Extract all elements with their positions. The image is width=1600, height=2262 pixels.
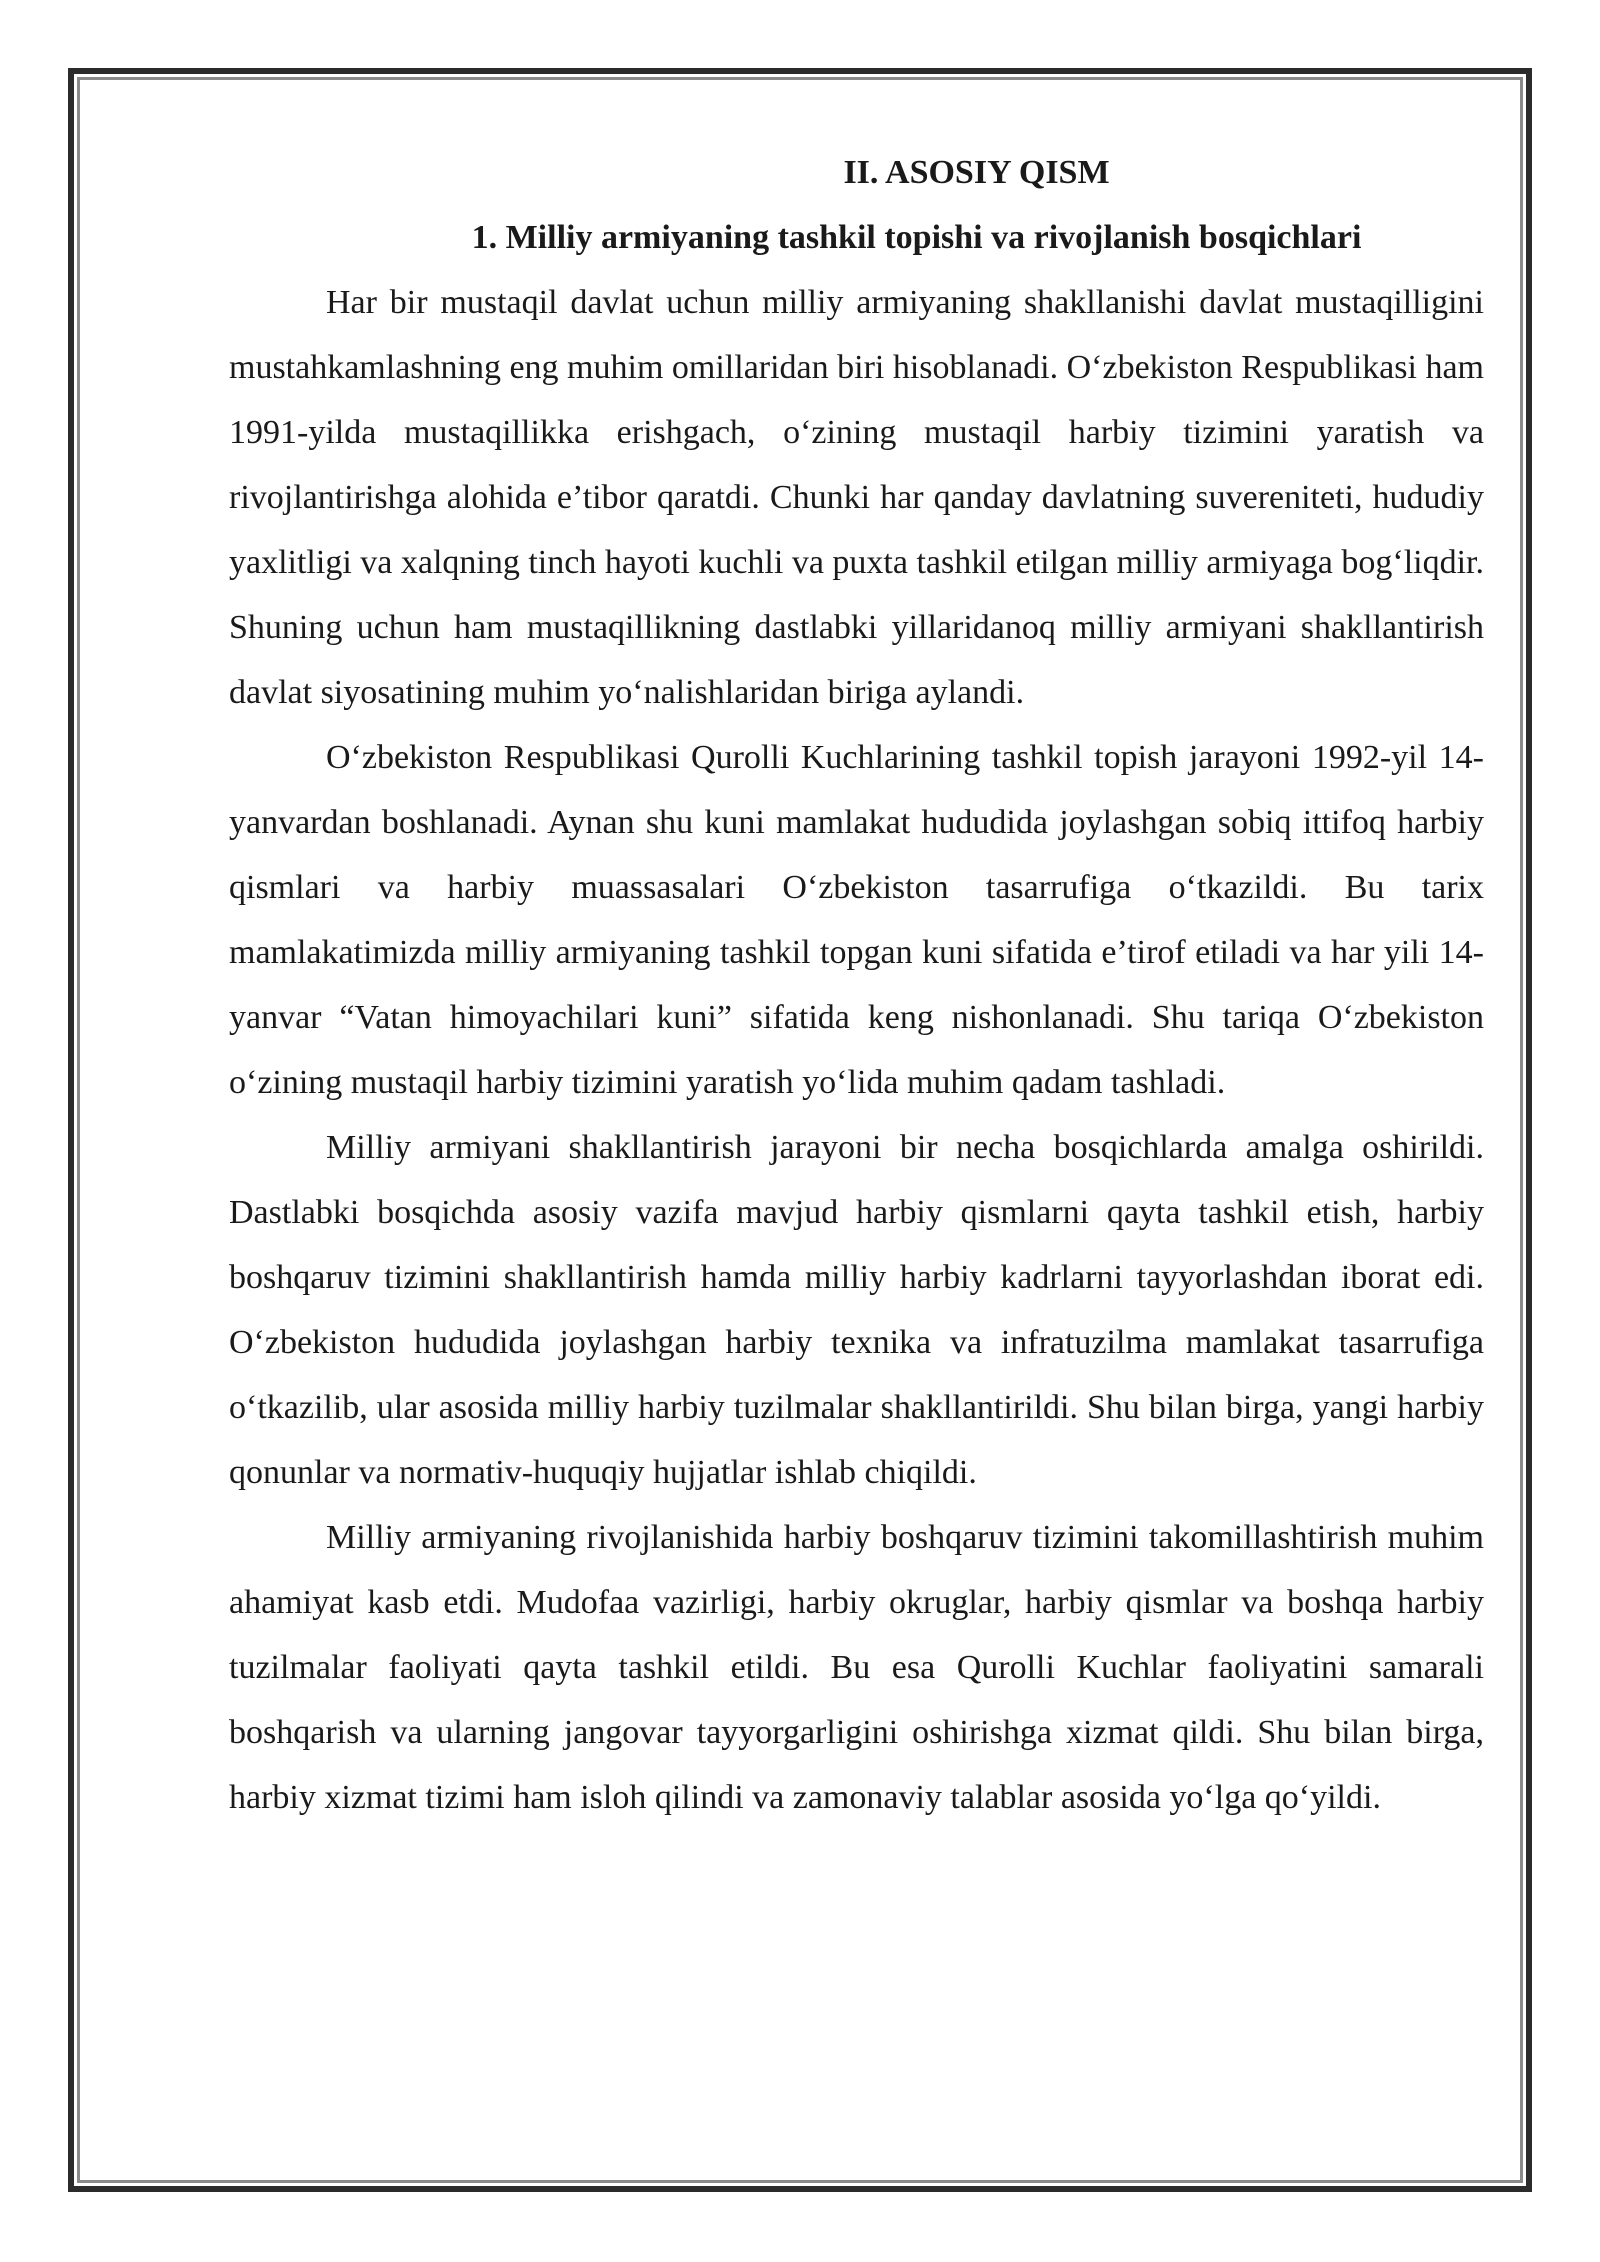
subsection-title: 1. Milliy armiyaning tashkil topishi va rivojlanish bosqichlari (471, 219, 1362, 256)
paragraph-4: Milliy armiyaning rivojlanishida harbiy boshqaruv tizimini takomillashtirish muhim ahamiyat kasb etdi. Mudofaa vazirligi, harbiy okruglar, harbiy qismlar va boshqa harbiy tuzilmalar faoliyati qayta tashkil etildi. Bu esa Qurolli Kuchlar faoliyatini samarali boshqarish va ularning jangovar tayyorgarligini oshirishga xizmat qildi. Shu bilan birga, harbiy xizmat tizimi ham isloh qilindi va zamonaviy talablar asosida yo‘lga qo‘yildi. (229, 1519, 1484, 1816)
paragraph-1: Har bir mustaqil davlat uchun milliy armiyaning shakllanishi davlat mustaqilligini mustahkamlashning eng muhim omillaridan biri hisoblanadi. O‘zbekiston Respublikasi ham 1991-yilda mustaqillikka erishgach, o‘zining mustaqil harbiy tizimini yaratish va rivojlantirishga alohida e’tibor qaratdi. Chunki har qanday davlatning suvereniteti, hududiy yaxlitligi va xalqning tinch hayoti kuchli va puxta tashkil etilgan milliy armiyaga bog‘liqdir. Shuning uchun ham mustaqillikning dastlabki yillaridanoq milliy armiyani shakllantirish davlat siyosatining muhim yo‘nalishlaridan biriga aylandi. (229, 284, 1484, 711)
paragraph-3: Milliy armiyani shakllantirish jarayoni bir necha bosqichlarda amalga oshirildi. Dastlabki bosqichda asosiy vazifa mavjud harbiy qismlarni qayta tashkil etish, harbiy boshqaruv tizimini shakllantirish hamda milliy harbiy kadrlarni tayyorlashdan iborat edi. O‘zbekiston hududida joylashgan harbiy texnika va infratuzilma mamlakat tasarrufiga o‘tkazilib, ular asosida milliy harbiy tuzilmalar shakllantirildi. Shu bilan birga, yangi harbiy qonunlar va normativ-huquqiy hujjatlar ishlab chiqildi. (229, 1129, 1484, 1491)
document-body (229, 140, 1484, 1830)
section-title: II. ASOSIY QISM (843, 154, 1110, 191)
paragraph-2: O‘zbekiston Respublikasi Qurolli Kuchlarining tashkil topish jarayoni 1992-yil 14-yanvardan boshlanadi. Aynan shu kuni mamlakat hududida joylashgan sobiq ittifoq harbiy qismlari va harbiy muassasalari O‘zbekiston tasarrufiga o‘tkazildi. Bu tarix mamlakatimizda milliy armiyaning tashkil topgan kuni sifatida e’tirof etiladi va har yili 14-yanvar “Vatan himoyachilari kuni” sifatida keng nishonlanadi. Shu tariqa O‘zbekiston o‘zining mustaqil harbiy tizimini yaratish yo‘lida muhim qadam tashladi. (229, 739, 1484, 1101)
